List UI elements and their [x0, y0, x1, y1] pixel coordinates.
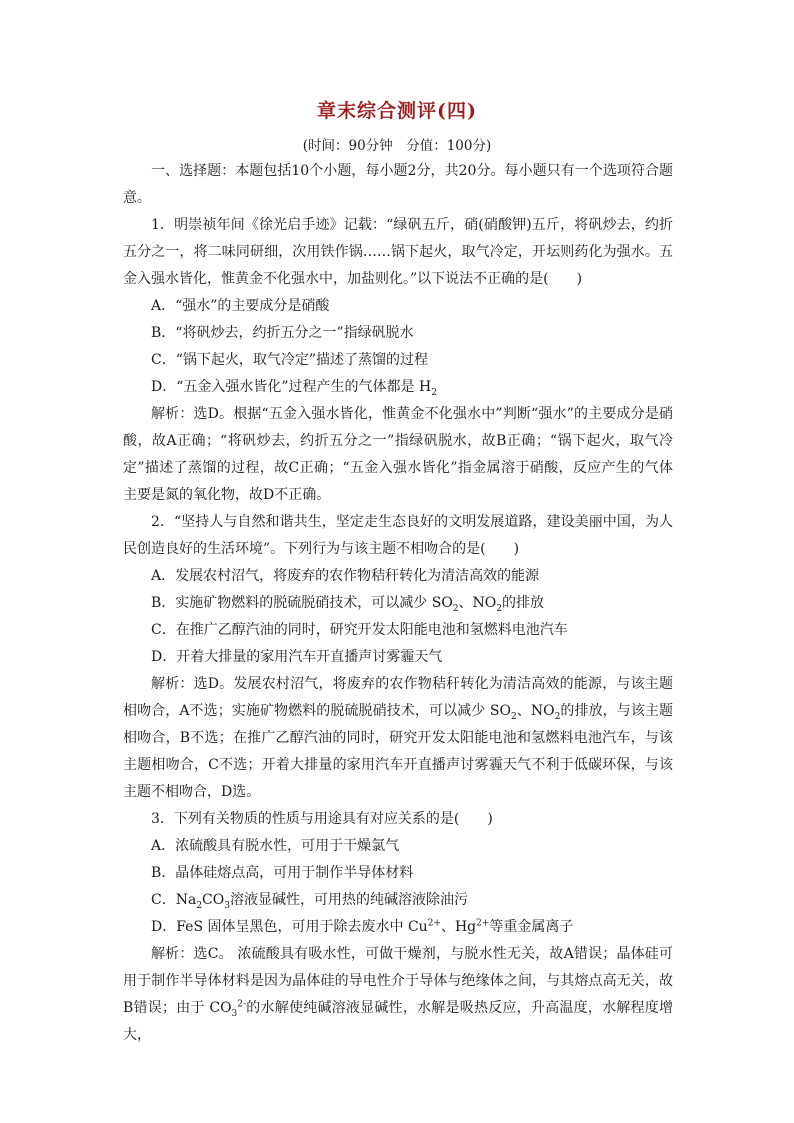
question-2-option-b: B．实施矿物燃料的脱硫脱硝技术，可以减少 $SO_2$、$NO_2$的排放 [151, 595, 545, 614]
question-1-analysis: 解析：选D。根据“五金入强水皆化，惟黄金不化强水中”判断“强水”的主要成分是硝酸，故A正确；“将矾炒去，约折五分之一”指绿矾脱水，故B正确；“锅下起火，取气冷定”描述了蒸馏的过程，故C正确；“五金入强水皆化”指金属溶于硝酸，反应产生的气体主要是氮的氧化物，故D不正确。 [123, 406, 673, 503]
question-1-option-c: C．“锅下起火，取气冷定”描述了蒸馏的过程 [151, 352, 429, 368]
question-3-analysis: 解析：选C。 浓硫酸具有吸水性，可做干燥剂，与脱水性无关，故A错误；晶体硅可用于制作半导体材料是因为晶体硅的导电性介于导体与绝缘体之间，与其熔点高无关，故B错误；由于 $CO_3^{2-}$的水解使纯碱溶液显碱性，水解是吸热反应，升高温度，水解程度增大， [123, 946, 673, 1043]
question-3-option-d: D．FeS 固体呈黑色，可用于除去废水中 $Cu^{2+}$、$Hg^{2+}$等重金属离子 [151, 918, 574, 935]
question-1-stem: 1．明崇祯年间《徐光启手迹》记载：“绿矾五斤，硝(硝酸钾)五斤，将矾炒去，约折五分之一，将二味同研细，次用铁作锅……锅下起火，取气冷定，开坛则药化为强水。五金入强水皆化，惟黄金不化强水中，加盐则化。”以下说法不正确的是( ) [123, 217, 673, 287]
page-title: 章末综合测评(四) [317, 100, 477, 122]
question-2-analysis: 解析：选D。发展农村沼气，将废弃的农作物秸秆转化为清洁高效的能源，与该主题相吻合，A不选；实施矿物燃料的脱硫脱硝技术，可以减少 $SO_2$、$NO_2$的排放，与该主题相吻合，B不选；在推广乙醇汽油的同时，研究开发太阳能电池和氢燃料电池汽车，与该主题相吻合，C不选；开着大排量的家用汽车开直播声讨雾霾天气不利于低碳环保，与该主题不相吻合，D选。 [123, 676, 673, 800]
question-1-option-b: B．“将矾炒去，约折五分之一”指绿矾脱水 [151, 325, 414, 341]
question-2-stem: 2．“坚持人与自然和谐共生，坚定走生态良好的文明发展道路，建设美丽中国，为人民创造良好的生活环境”。下列行为与该主题不相吻合的是( ) [123, 514, 673, 557]
question-3-stem: 3．下列有关物质的性质与用途具有对应关系的是( ) [151, 811, 493, 827]
question-1-option-a: A．“强水”的主要成分是硝酸 [151, 298, 330, 314]
question-2-option-a: A．发展农村沼气，将废弃的农作物秸秆转化为清洁高效的能源 [151, 568, 540, 584]
question-1-option-d: D．“五金入强水皆化”过程产生的气体都是 $H_2$ [151, 379, 437, 398]
exam-info: (时间：90分钟 分值：100分) [302, 138, 492, 154]
question-3-option-a: A．浓硫酸具有脱水性，可用于干燥氯气 [151, 838, 400, 854]
question-2-option-d: D．开着大排量的家用汽车开直播声讨雾霾天气 [151, 649, 443, 665]
question-3-option-c: C．$Na_2CO_3$溶液显碱性，可用热的纯碱溶液除油污 [151, 892, 468, 911]
section-heading: 一、选择题：本题包括10个小题，每小题2分，共20分。每小题只有一个选项符合题意。 [123, 163, 673, 206]
document-body [123, 158, 673, 1049]
question-3-option-b: B．晶体硅熔点高，可用于制作半导体材料 [151, 865, 414, 881]
question-2-option-c: C．在推广乙醇汽油的同时，研究开发太阳能电池和氢燃料电池汽车 [151, 622, 568, 638]
